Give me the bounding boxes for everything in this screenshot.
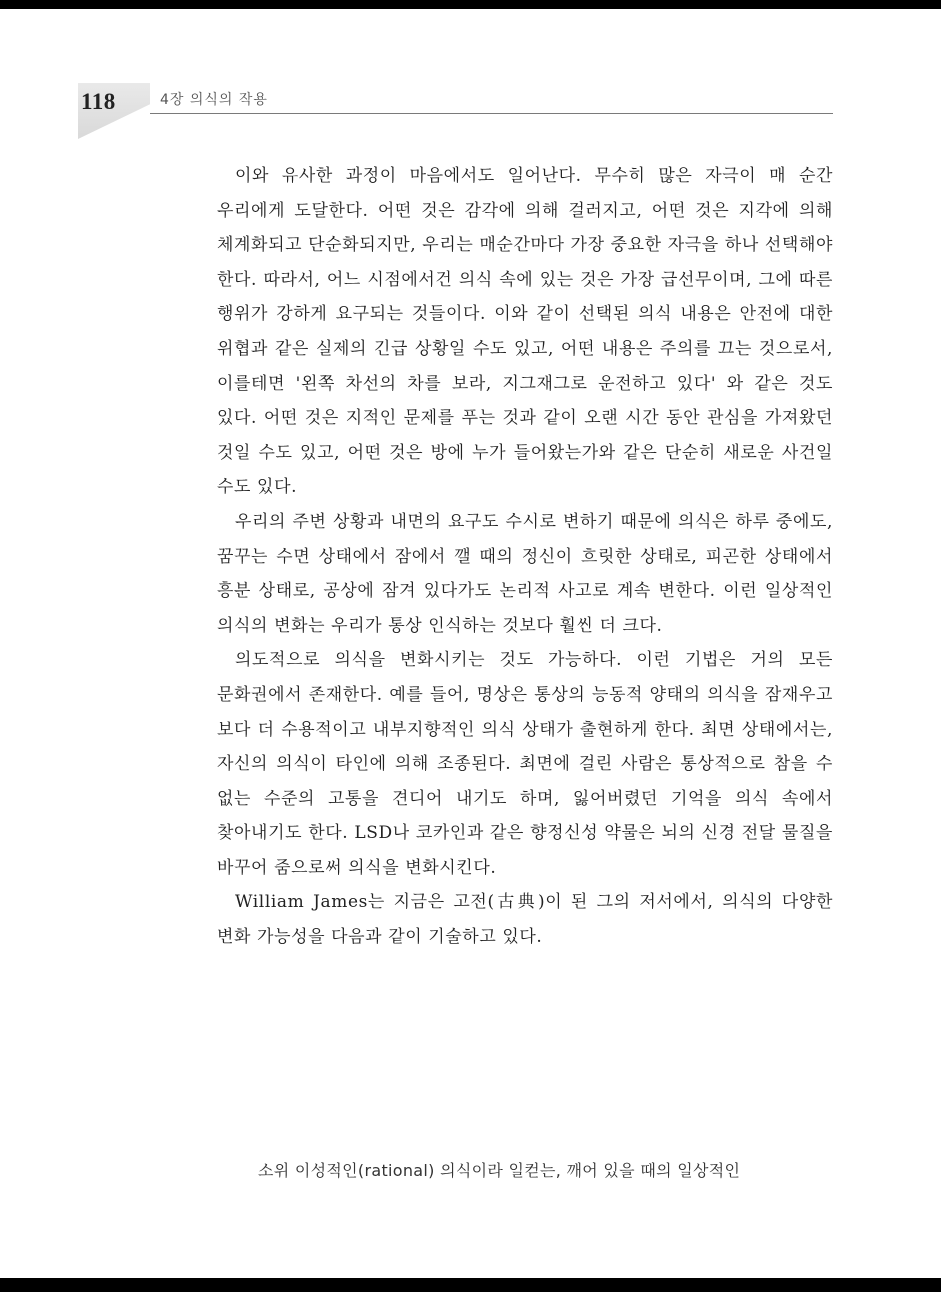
paragraph: William James는 지금은 고전(古典)이 된 그의 저서에서, 의식의 다양한 변화 가능성을 다음과 같이 기술하고 있다.: [217, 892, 833, 948]
paragraph: 이와 유사한 과정이 마음에서도 일어난다. 무수히 많은 자극이 매 순간 우리에게 도달한다. 어떤 것은 감각에 의해 걸러지고, 어떤 것은 지각에 의해 체계화되고 단순화되지만, 우리는 매순간마다 가장 중요한 자극을 하나 선택해야 한다. 따라서, 어느 시점에서건 의식 속에 있는 것은 가장 급선무이며, 그에 따른 행위가 강하게 요구되는 것들이다. 이와 같이 선택된 의식 내용은 안전에 대한 위협과 같은 실제의 긴급 상황일 수도 있고, 어떤 내용은 주의를 끄는 것으로서, 이를테면 '왼쪽 차선의 차를 보라, 지그재그로 운전하고 있다' 와 같은 것도 있다. 어떤 것은 지적인 문제를 푸는 것과 같이 오랜 시간 동안 관심을 가져왔던 것일 수도 있고, 어떤 것은 방에 누가 들어왔는가와 같은 단순히 새로운 사건일 수도 있다.: [217, 166, 833, 498]
paragraph: 의도적으로 의식을 변화시키는 것도 가능하다. 이런 기법은 거의 모든 문화권에서 존재한다. 예를 들어, 명상은 통상의 능동적 양태의 의식을 잠재우고 보다 더 수용적이고 내부지향적인 의식 상태가 출현하게 한다. 최면 상태에서는, 자신의 의식이 타인에 의해 조종된다. 최면에 걸린 사람은 통상적으로 참을 수 없는 수준의 고통을 견디어 내기도 하며, 잃어버렸던 기억을 의식 속에서 찾아내기도 한다. LSD나 코카인과 같은 향정신성 약물은 뇌의 신경 전달 물질을 바꾸어 줌으로써 의식을 변화시킨다.: [217, 650, 833, 878]
body-text: [217, 159, 833, 955]
bottom-border: [0, 1278, 941, 1292]
paragraph: 우리의 주변 상황과 내면의 요구도 수시로 변하기 때문에 의식은 하루 중에도, 꿈꾸는 수면 상태에서 잠에서 깰 때의 정신이 흐릿한 상태로, 피곤한 상태에서 흥분 상태로, 공상에 잠겨 있다가도 논리적 사고로 계속 변한다. 이런 일상적인 의식의 변화는 우리가 통상 인식하는 것보다 훨씬 더 크다.: [217, 511, 833, 636]
top-border: [0, 0, 941, 9]
header-rule: [150, 113, 833, 114]
block-quote: 소위 이성적인(rational) 의식이라 일컫는, 깨어 있을 때의 일상적인: [258, 1161, 741, 1180]
chapter-title: 4장 의식의 작용: [160, 92, 268, 108]
page-number: 118: [81, 89, 116, 114]
